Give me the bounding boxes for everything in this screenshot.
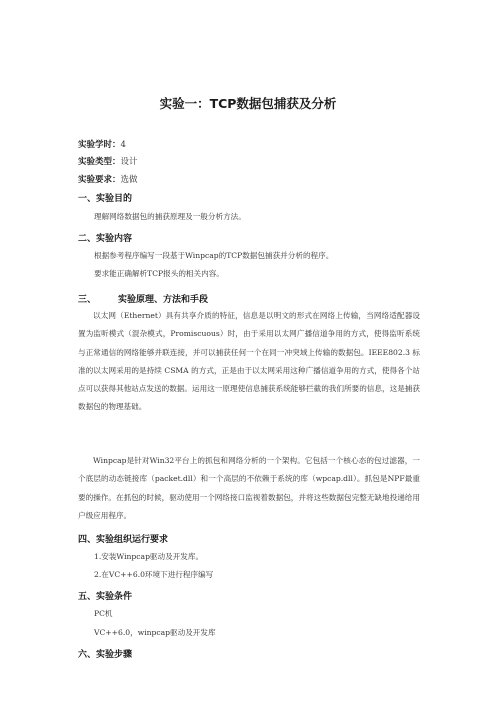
section-4-line-1: 1.安装Winpcap驱动及开发库。 bbox=[94, 552, 204, 561]
section-1-text: 理解网络数据包的捕获原理及一般分析方法。 bbox=[94, 212, 246, 221]
section-6-title: 实验步骤 bbox=[96, 650, 133, 660]
meta-type-value: 设计 bbox=[120, 157, 138, 167]
meta-hours-value: 4 bbox=[120, 140, 126, 150]
section-2-number: 二、 bbox=[78, 234, 97, 244]
section-1-title: 实验目的 bbox=[96, 194, 133, 204]
meta-requirement bbox=[78, 173, 138, 185]
meta-requirement-value: 选做 bbox=[120, 175, 138, 185]
section-2-line-2: 要求能正确解析TCP报头的相关内容。 bbox=[94, 269, 224, 278]
section-3-title: 实验原理、方法和手段 bbox=[118, 295, 209, 305]
section-2-heading bbox=[78, 231, 132, 244]
section-3-paragraph-2: Winpcap是针对Win32平台上的抓包和网络分析的一个架构。它包括一个核心态的包过滤器，一个底层的动态链接库（packet.dll）和一个高层的不依赖于系统的库（wpcap.dll）。抓包是NPF最重要的操作。在抓包的时候，驱动使用一个网络接口监视着数据包，并将这些数据包完整无缺地投递给用户级应用程序。 bbox=[78, 456, 420, 520]
meta-requirement-label: 实验要求： bbox=[78, 175, 121, 185]
meta-type bbox=[78, 155, 138, 167]
section-2-line-1: 根据参考程序编写一段基于Winpcap的TCP数据包捕获并分析的程序。 bbox=[94, 251, 334, 260]
meta-type-label: 实验类型： bbox=[78, 157, 121, 167]
section-5-number: 五、 bbox=[78, 592, 97, 602]
section-4-title: 实验组织运行要求 bbox=[96, 535, 169, 545]
section-5-heading bbox=[78, 589, 132, 602]
section-5-line-1: PC机 bbox=[94, 609, 113, 618]
meta-hours-label: 实验学时： bbox=[78, 140, 121, 150]
section-3-heading bbox=[78, 292, 208, 305]
section-3-paragraph-1: 以太网（Ethernet）具有共享介质的特征，信息是以明文的形式在网络上传输，当网络适配器设置为监听模式（混杂模式，Promiscuous）时，由于采用以太网广播信道争用的方式，使得监听系统与正常通信的网络能够并联连接，并可以捕获任何一个在同一冲突域上传输的数据包。IEEE802.3 标准的以太网采用的是持续 CSMA 的方式，正是由于以太网采用这种广播信道争用的方式，使得各个站点可以获得其他站点发送的数据。运用这一原理使信息捕获系统能够拦截的我们所要的信息，这是捕获数据包的物理基础。 bbox=[78, 311, 420, 412]
section-5-line-2: VC++6.0，winpcap驱动及开发库 bbox=[94, 628, 216, 637]
page-title: 实验一：TCP数据包捕获及分析 bbox=[159, 96, 337, 111]
section-4-line-2: 2.在VC++6.0环境下进行程序编写 bbox=[94, 570, 214, 579]
section-1-heading bbox=[78, 191, 132, 204]
section-6-number: 六、 bbox=[78, 650, 97, 660]
section-3-number: 三、 bbox=[78, 295, 97, 305]
section-6-heading bbox=[78, 647, 132, 660]
section-4-number: 四、 bbox=[78, 535, 97, 545]
section-5-title: 实验条件 bbox=[96, 592, 133, 602]
section-1-number: 一、 bbox=[78, 194, 97, 204]
meta-hours bbox=[78, 138, 126, 150]
section-4-heading bbox=[78, 532, 168, 545]
section-2-title: 实验内容 bbox=[96, 234, 133, 244]
